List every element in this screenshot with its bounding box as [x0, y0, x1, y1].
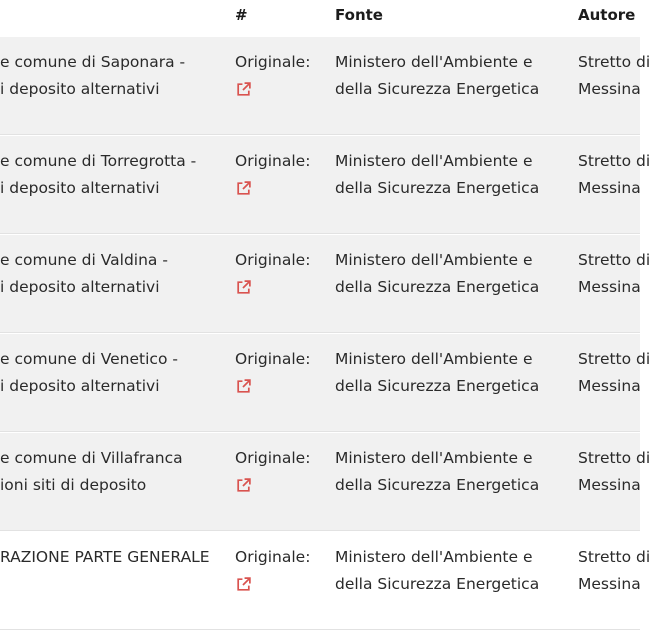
- original-label: Originale:: [235, 350, 311, 368]
- source-line: della Sicurezza Energetica: [335, 278, 540, 296]
- author-line: Stretto di: [578, 53, 650, 71]
- document-title: [0, 445, 222, 499]
- original-label: Originale:: [235, 152, 311, 170]
- table-header: [0, 0, 640, 38]
- original-label: Originale:: [235, 251, 311, 269]
- table-row: [0, 532, 650, 630]
- title-line: e comune di Venetico -: [0, 350, 178, 368]
- author-cell: [578, 445, 650, 499]
- source-line: della Sicurezza Energetica: [335, 80, 540, 98]
- original-cell: [235, 346, 325, 404]
- source-cell: [335, 346, 571, 400]
- author-cell: [578, 247, 650, 301]
- title-line: e comune di Saponara -: [0, 53, 186, 71]
- external-link-icon[interactable]: [235, 576, 252, 593]
- title-line: e comune di Villafranca: [0, 449, 183, 467]
- title-line: i deposito alternativi: [0, 179, 160, 197]
- title-line: i deposito alternativi: [0, 278, 160, 296]
- table-row: [0, 433, 650, 531]
- external-link-icon[interactable]: [235, 477, 252, 494]
- source-line: della Sicurezza Energetica: [335, 179, 540, 197]
- author-line: Stretto di: [578, 350, 650, 368]
- source-line: Ministero dell'Ambiente e: [335, 251, 533, 269]
- column-header-autore: Autore: [578, 6, 636, 24]
- original-cell: [235, 148, 325, 206]
- author-cell: [578, 346, 650, 400]
- author-line: Messina: [578, 476, 641, 494]
- original-label: Originale:: [235, 548, 311, 566]
- table-row: [0, 37, 650, 135]
- author-line: Stretto di: [578, 548, 650, 566]
- source-line: Ministero dell'Ambiente e: [335, 449, 533, 467]
- source-line: Ministero dell'Ambiente e: [335, 53, 533, 71]
- source-cell: [335, 49, 571, 103]
- original-cell: [235, 247, 325, 305]
- author-cell: [578, 544, 650, 598]
- author-cell: [578, 49, 650, 103]
- title-line: e comune di Torregrotta -: [0, 152, 197, 170]
- author-cell: [578, 148, 650, 202]
- author-line: Stretto di: [578, 449, 650, 467]
- title-line: i deposito alternativi: [0, 377, 160, 395]
- table-row: [0, 136, 650, 234]
- source-cell: [335, 247, 571, 301]
- author-line: Messina: [578, 179, 641, 197]
- title-line: e comune di Valdina -: [0, 251, 168, 269]
- original-label: Originale:: [235, 449, 311, 467]
- author-line: Messina: [578, 377, 641, 395]
- document-title: [0, 346, 222, 400]
- title-line: ioni siti di deposito: [0, 476, 147, 494]
- author-line: Messina: [578, 575, 641, 593]
- external-link-icon[interactable]: [235, 279, 252, 296]
- title-line: RAZIONE PARTE GENERALE: [0, 548, 210, 566]
- document-title: [0, 247, 222, 301]
- external-link-icon[interactable]: [235, 81, 252, 98]
- author-line: Stretto di: [578, 251, 650, 269]
- table-row: [0, 235, 650, 333]
- title-line: i deposito alternativi: [0, 80, 160, 98]
- original-label: Originale:: [235, 53, 311, 71]
- original-cell: [235, 49, 325, 107]
- table-row: [0, 334, 650, 432]
- author-line: Stretto di: [578, 152, 650, 170]
- document-title: [0, 544, 222, 571]
- source-line: Ministero dell'Ambiente e: [335, 350, 533, 368]
- source-cell: [335, 445, 571, 499]
- author-line: Messina: [578, 80, 641, 98]
- external-link-icon[interactable]: [235, 378, 252, 395]
- external-link-icon[interactable]: [235, 180, 252, 197]
- column-header-fonte: Fonte: [335, 6, 383, 24]
- original-cell: [235, 544, 325, 602]
- source-line: Ministero dell'Ambiente e: [335, 152, 533, 170]
- source-line: della Sicurezza Energetica: [335, 377, 540, 395]
- source-line: della Sicurezza Energetica: [335, 575, 540, 593]
- source-line: Ministero dell'Ambiente e: [335, 548, 533, 566]
- source-cell: [335, 544, 571, 598]
- author-line: Messina: [578, 278, 641, 296]
- source-line: della Sicurezza Energetica: [335, 476, 540, 494]
- original-cell: [235, 445, 325, 503]
- source-cell: [335, 148, 571, 202]
- document-title: [0, 148, 222, 202]
- document-title: [0, 49, 222, 103]
- column-header-hash: #: [235, 6, 248, 24]
